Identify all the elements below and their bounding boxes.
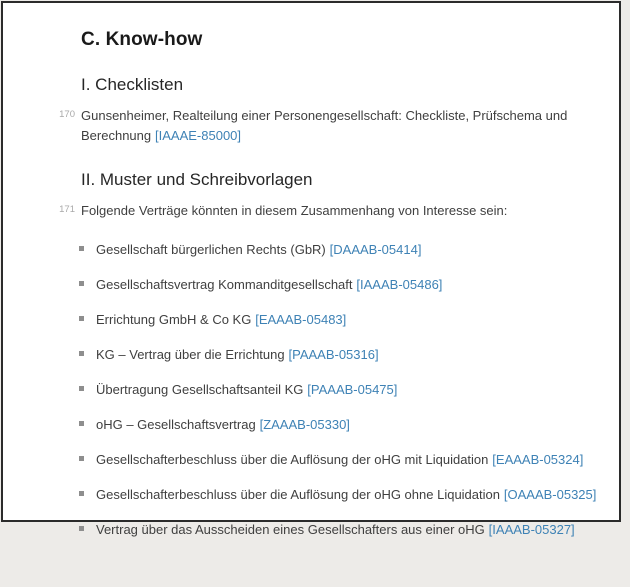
paragraph [59,201,573,221]
list-item-link[interactable]: [IAAAB-05486] [356,276,443,292]
list-item [79,277,589,292]
list-item [79,486,597,502]
bullet-square-icon [79,316,84,321]
list-item-link[interactable]: [PAAAB-05316] [288,346,379,362]
list-item [79,417,589,432]
section-heading: II. Muster und Schreibvorlagen [81,170,313,190]
paragraph-text: Gunsenheimer, Realteilung einer Personengesellschaft: Checkliste, Prüfschema und Berechnung [81,108,568,143]
bullet-square-icon [79,386,84,391]
page-frame [1,1,621,537]
section-muster-und-schreibvorlagen [59,169,597,537]
list-item-link[interactable]: [DAAAB-05414] [329,241,422,257]
contract-list [79,241,597,537]
list-item [79,382,589,397]
list-item [79,522,589,537]
list-item-link[interactable]: [PAAAB-05475] [307,381,398,397]
bullet-square-icon [79,246,84,251]
list-item-text: Gesellschafterbeschluss über die Auflösung der oHG mit Liquidation [96,451,489,467]
list-item-link[interactable]: [EAAAB-05324] [492,451,584,467]
page-title: C. Know-how [81,29,203,50]
paragraph [59,106,573,145]
list-item [79,312,589,327]
section-heading: I. Checklisten [81,74,184,94]
list-item-text: KG – Vertrag über die Errichtung [96,346,285,362]
list-item-link[interactable]: [ZAAAB-05330] [259,416,350,432]
bullet-square-icon [79,526,84,531]
bullet-square-icon [79,281,84,286]
bullet-square-icon [79,456,84,461]
list-item-text: Gesellschafterbeschluss über die Auflösung der oHG ohne Liquidation [96,486,500,502]
list-item-text: Errichtung GmbH & Co KG [96,311,252,327]
paragraph-number: 170 [59,108,75,120]
list-item-text: oHG – Gesellschaftsvertrag [96,416,256,432]
list-item-text: Übertragung Gesellschaftsanteil KG [96,381,304,397]
list-item-link[interactable]: [OAAAB-05325] [503,486,597,502]
bullet-square-icon [79,351,84,356]
paragraph-text: Folgende Verträge könnten in diesem Zusammenhang von Interesse sein: [81,203,508,219]
list-item-text: Gesellschaft bürgerlichen Rechts (GbR) [96,241,326,257]
section-checklisten [59,74,589,145]
list-item [79,242,589,257]
bullet-square-icon [79,491,84,496]
list-item-link[interactable]: [IAAAB-05327] [488,521,575,537]
bullet-square-icon [79,421,84,426]
paragraph-number: 171 [59,203,75,215]
list-item [79,452,589,467]
document-content [3,3,619,587]
list-item-text: Gesellschaftsvertrag Kommanditgesellschaft [96,276,353,292]
document-link[interactable]: [IAAAE-85000] [155,127,242,143]
list-item [79,347,589,362]
list-item-text: Vertrag über das Ausscheiden eines Gesellschafters aus einer oHG [96,521,485,537]
list-item-link[interactable]: [EAAAB-05483] [255,311,347,327]
